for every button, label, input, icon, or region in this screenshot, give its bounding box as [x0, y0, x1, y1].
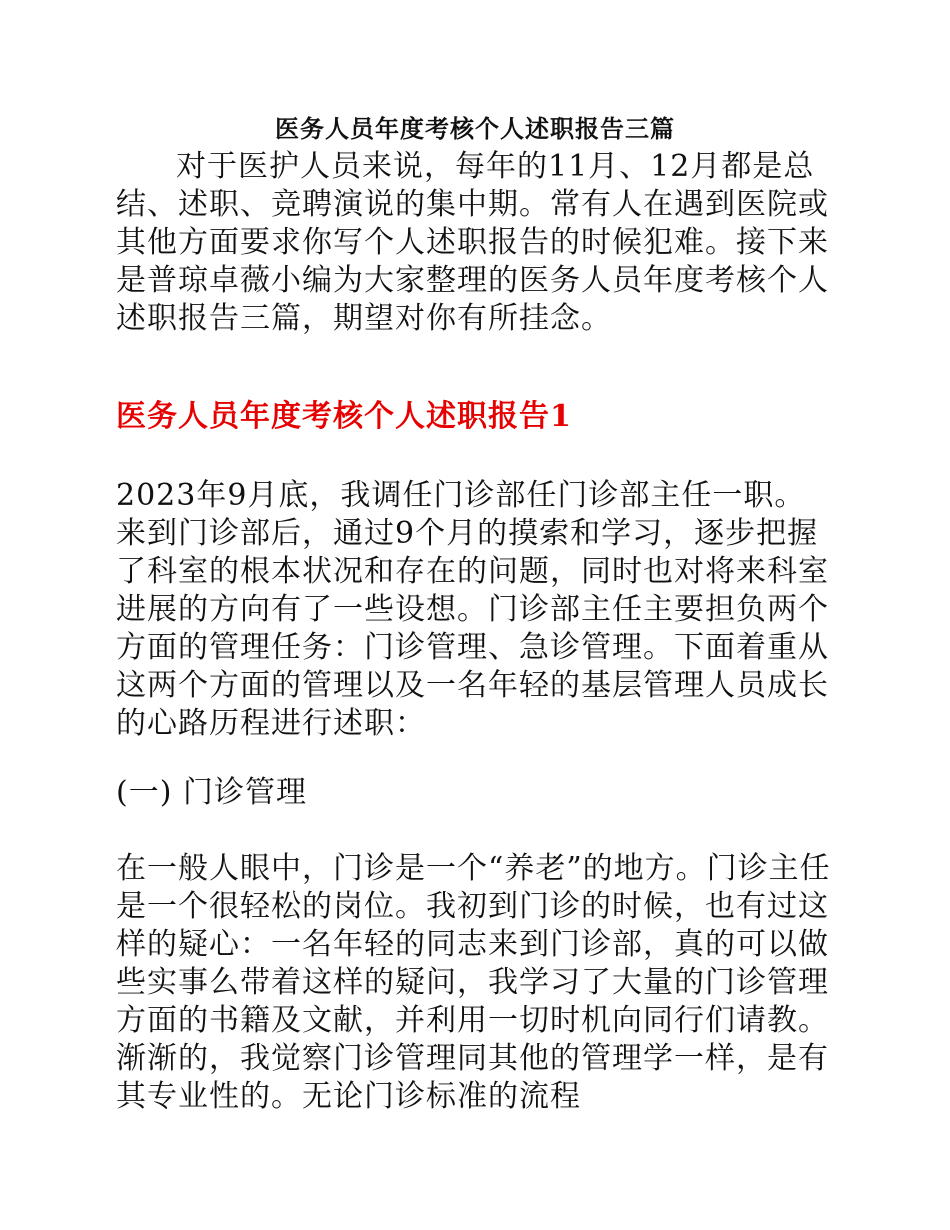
- subsection-heading: (一) 门诊管理: [116, 775, 307, 810]
- section-heading: 医务人员年度考核个人述职报告1: [116, 399, 572, 434]
- body-paragraph-2: 在一般人眼中，门诊是一个“养老”的地方。门诊主任是一个很轻松的岗位。我初到门诊的时候，也有过这样的疑心：一名年轻的同志来到门诊部，真的可以做些实事么带着这样的疑问，我学习了大量的门诊管理方面的书籍及文献，并利用一切时机向同行们请教。渐渐的，我觉察门诊管理同其他的管理学一样，是有其专业性的。无论门诊标准的流程: [116, 851, 831, 1114]
- intro-paragraph: 对于医护人员来说，每年的11月、12月都是总结、述职、竞聘演说的集中期。常有人在遇到医院或其他方面要求你写个人述职报告的时候犯难。接下来是普琼卓薇小编为大家整理的医务人员年度考核个人述职报告三篇，期望对你有所挂念。: [116, 149, 829, 336]
- document-title: 医务人员年度考核个人述职报告三篇: [275, 114, 675, 143]
- body-paragraph-1: 2023年9月底，我调任门诊部任门诊部主任一职。来到门诊部后，通过9个月的摸索和学习，逐步把握了科室的根本状况和存在的问题，同时也对将来科室进展的方向有了一些设想。门诊部主任主要担负两个方面的管理任务：门诊管理、急诊管理。下面着重从这两个方面的管理以及一名年轻的基层管理人员成长的心路历程进行述职：: [116, 478, 829, 741]
